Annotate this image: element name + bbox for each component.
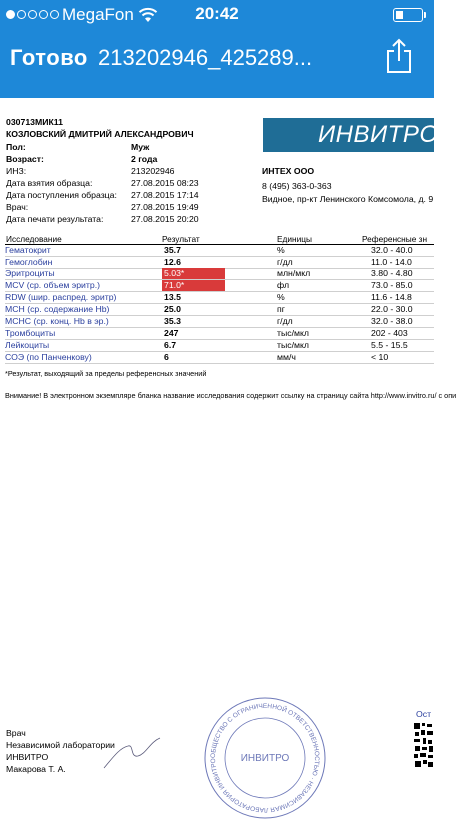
result-value: 35.3 xyxy=(164,316,181,326)
handwritten-signature xyxy=(100,734,170,770)
table-row xyxy=(5,352,434,363)
field-label: Возраст: xyxy=(6,154,44,164)
done-button[interactable]: Готово xyxy=(10,45,88,70)
unit: г/дл xyxy=(277,316,293,326)
unit: г/дл xyxy=(277,257,293,267)
clock: 20:42 xyxy=(195,4,239,23)
test-link[interactable]: Эритроциты xyxy=(5,268,55,278)
col-header-reference: Референсные зн xyxy=(362,234,428,244)
corner-label: Ост xyxy=(416,709,432,719)
flagged-result-value: 71.0* xyxy=(162,280,225,291)
signature-line: ИНВИТРО xyxy=(6,752,49,762)
lab-stamp xyxy=(200,693,330,823)
field-label: Врач: xyxy=(6,202,29,212)
table-row xyxy=(5,304,434,315)
share-icon[interactable] xyxy=(385,38,413,74)
field-label: Дата поступления образца: xyxy=(6,190,117,200)
result-value: 6 xyxy=(164,352,169,362)
svg-text:ИНВИТРО: ИНВИТРО xyxy=(240,753,290,764)
unit: млн/мкл xyxy=(277,268,311,278)
field-label: ИНЗ: xyxy=(6,166,27,176)
svg-text:ОБЩЕСТВО С ОГРАНИЧЕННОЙ ОТВЕТС: ОБЩЕСТВО С ОГРАНИЧЕННОЙ ОТВЕТСТВЕННОСТЬЮ · НЕЗАВИСИМАЯ ЛАБОРАТОРИЯ ИНВИТРО xyxy=(209,702,321,814)
flagged-result-value: 5.03* xyxy=(162,268,225,279)
result-value: 247 xyxy=(164,328,179,338)
reference-range: 32.0 - 38.0 xyxy=(371,316,413,326)
unit: тыс/мкл xyxy=(277,340,309,350)
result-value: 13.5 xyxy=(164,292,181,302)
field-label: Дата взятия образца: xyxy=(6,178,93,188)
field-label: Дата печати результата: xyxy=(6,214,104,224)
patient-name: КОЗЛОВСКИЙ ДМИТРИЙ АЛЕКСАНДРОВИЧ xyxy=(6,129,194,139)
col-header-test: Исследование xyxy=(6,234,62,244)
table-row xyxy=(5,245,434,256)
table-row xyxy=(5,340,434,351)
field-value: 2 года xyxy=(131,154,158,164)
unit: фл xyxy=(277,280,290,290)
reference-range: 32.0 - 40.0 xyxy=(371,245,413,255)
signature-line: Независимой лаборатории xyxy=(6,740,115,750)
test-link[interactable]: Лейкоциты xyxy=(5,340,50,350)
test-link[interactable]: СОЭ (по Панченкову) xyxy=(5,352,92,362)
table-row xyxy=(5,316,434,327)
col-header-units: Единицы xyxy=(277,234,312,244)
navigation-bar xyxy=(0,30,434,98)
notice-text: Внимание! В электронном экземпляре бланка название исследования содержит ссылку на страницу сайта http://www.invitro.ru/ с опи xyxy=(5,391,456,400)
test-link[interactable]: Тромбоциты xyxy=(5,328,56,338)
reference-range: 11.0 - 14.0 xyxy=(371,257,412,267)
unit: пг xyxy=(277,304,285,314)
invitro-logo: ИНВИТРО xyxy=(263,118,434,152)
reference-range: 22.0 - 30.0 xyxy=(371,304,413,314)
test-link[interactable]: MCV (ср. объем эритр.) xyxy=(5,280,101,290)
reference-range: 202 - 403 xyxy=(371,328,408,338)
lab-phone: 8 (495) 363-0-363 xyxy=(262,181,332,191)
test-link[interactable]: Гематокрит xyxy=(5,245,51,255)
test-link[interactable]: RDW (шир. распред. эритр) xyxy=(5,292,117,302)
field-value: 27.08.2015 17:14 xyxy=(131,190,199,200)
top-bar xyxy=(0,0,434,98)
result-value: 6.7 xyxy=(164,340,177,350)
reference-range: 3.80 - 4.80 xyxy=(371,268,413,278)
unit: % xyxy=(277,245,285,255)
unit: тыс/мкл xyxy=(277,328,309,338)
result-value: 25.0 xyxy=(164,304,181,314)
field-label: Пол: xyxy=(6,142,26,152)
signature-name: Макарова Т. А. xyxy=(6,764,66,774)
test-link[interactable]: MCHC (ср. конц. Hb в эр.) xyxy=(5,316,109,326)
document-title: 213202946_425289... xyxy=(98,45,313,70)
patient-code: 030713МИК11 xyxy=(6,117,63,127)
signature-line: Врач xyxy=(6,728,26,738)
field-value: Муж xyxy=(131,142,150,152)
result-value: 35.7 xyxy=(164,245,181,255)
lab-address: Видное, пр-кт Ленинского Комсомола, д. 9 xyxy=(262,194,434,204)
field-value: 27.08.2015 08:23 xyxy=(131,178,199,188)
reference-range: 11.6 - 14.8 xyxy=(371,292,412,302)
table-row xyxy=(5,257,434,268)
status-bar xyxy=(0,0,434,30)
field-value: 27.08.2015 20:20 xyxy=(131,214,199,224)
test-link[interactable]: Гемоглобин xyxy=(5,257,53,267)
col-header-result: Результат xyxy=(162,234,200,244)
carrier-name: MegaFon xyxy=(62,5,134,24)
qr-code-icon xyxy=(413,722,434,770)
table-row xyxy=(5,280,434,291)
reference-range: 5.5 - 15.5 xyxy=(371,340,408,350)
pdf-document[interactable] xyxy=(0,98,456,814)
reference-range: < 10 xyxy=(371,352,389,362)
reference-range: 73.0 - 85.0 xyxy=(371,280,413,290)
test-link[interactable]: MCH (ср. содержание Hb) xyxy=(5,304,110,314)
unit: % xyxy=(277,292,285,302)
field-value: 213202946 xyxy=(131,166,175,176)
table-row xyxy=(5,292,434,303)
result-value: 12.6 xyxy=(164,257,181,267)
unit: мм/ч xyxy=(277,352,296,362)
lab-name: ИНТЕХ ООО xyxy=(262,166,315,176)
table-row xyxy=(5,328,434,339)
field-value: 27.08.2015 19:49 xyxy=(131,202,199,212)
battery-icon xyxy=(393,8,423,22)
footnote: *Результат, выходящий за пределы референсных значений xyxy=(5,369,207,378)
table-row xyxy=(5,268,434,279)
